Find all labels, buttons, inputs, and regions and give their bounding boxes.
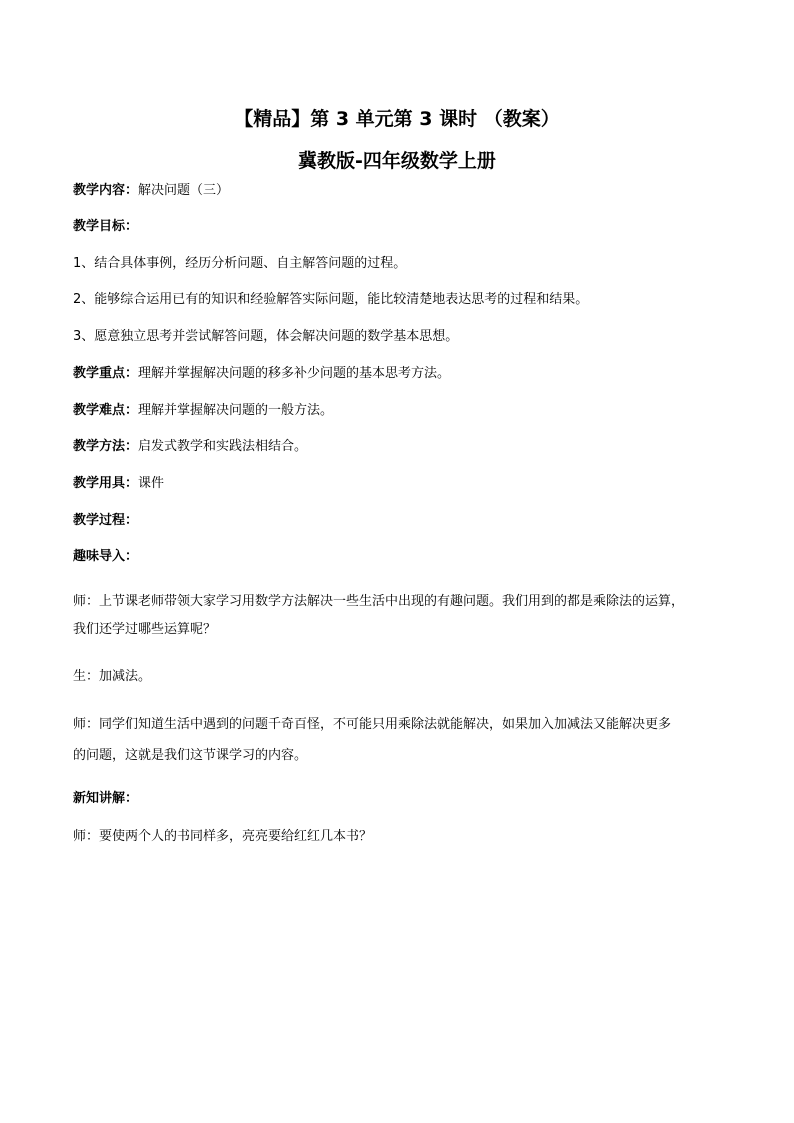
teaching-goals-label: 教学目标：	[73, 219, 139, 234]
teaching-method-value: 启发式教学和实践法相结合。	[138, 439, 308, 454]
teaching-tools-value: 课件	[138, 476, 165, 491]
teaching-content-value: 解决问题（三）	[138, 183, 230, 198]
difficulty	[73, 401, 333, 421]
new-knowledge-label: 新知讲解：	[73, 791, 139, 806]
teacher-dialogue-3: 师：要使两个人的书同样多，亮亮要给红红几本书？	[73, 829, 373, 844]
document-subtitle: 冀教版-四年级数学上册	[298, 150, 496, 172]
document-title: 【精品】第 3 单元第 3 课时 （教案）	[234, 108, 560, 130]
teaching-content-label: 教学内容：	[73, 183, 139, 198]
student-dialogue-1: 生：加减法。	[73, 669, 152, 684]
difficulty-value: 理解并掌握解决问题的一般方法。	[138, 403, 334, 418]
teaching-method-label: 教学方法：	[73, 439, 139, 454]
teaching-tools-label: 教学用具：	[73, 476, 139, 491]
teaching-method	[73, 437, 307, 457]
fun-intro-label: 趣味导入：	[73, 549, 139, 564]
key-point-value: 理解并掌握解决问题的移多补少问题的基本思考方法。	[138, 366, 451, 381]
key-point-label: 教学重点：	[73, 366, 139, 381]
teaching-tools	[73, 474, 164, 494]
teacher-dialogue-1-line-1: 师：上节课老师带领大家学习用数学方法解决一些生活中出现的有趣问题。我们用到的都是乘除法的运算，	[73, 594, 685, 609]
teaching-goal-3: 3、愿意独立思考并尝试解答问题，体会解决问题的数学基本思想。	[73, 329, 459, 344]
teacher-dialogue-2-line-1: 师：同学们知道生活中遇到的问题千奇百怪，不可能只用乘除法就能解决，如果加入加减法又能解决更多	[73, 717, 672, 732]
key-point	[73, 364, 450, 384]
teacher-dialogue-1-line-2: 我们还学过哪些运算呢？	[73, 622, 217, 637]
teaching-goal-2: 2、能够综合运用已有的知识和经验解答实际问题，能比较清楚地表达思考的过程和结果。	[73, 292, 589, 307]
teaching-content	[73, 181, 229, 201]
teaching-process-label: 教学过程：	[73, 513, 139, 528]
teacher-dialogue-2-line-2: 的问题，这就是我们这节课学习的内容。	[73, 748, 308, 763]
difficulty-label: 教学难点：	[73, 403, 139, 418]
teaching-goal-1: 1、结合具体事例，经历分析问题、自主解答问题的过程。	[73, 256, 407, 271]
